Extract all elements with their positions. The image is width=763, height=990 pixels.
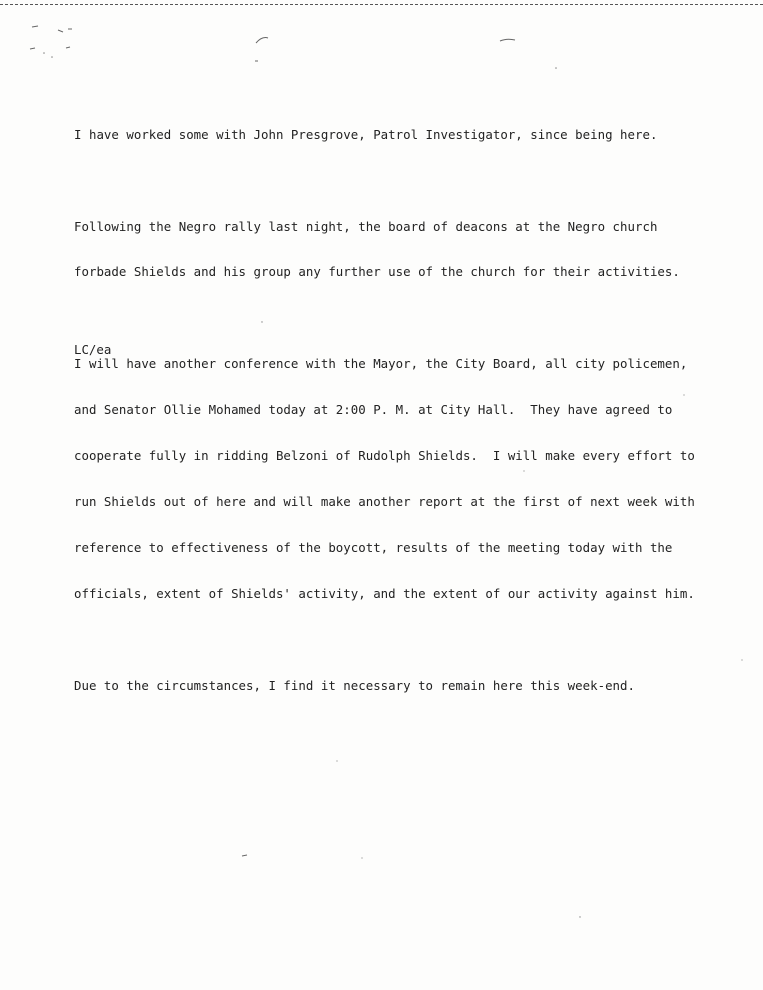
text-line: cooperate fully in ridding Belzoni of Rudolph Shields. I will make every effort to <box>74 448 695 464</box>
typist-initials: LC/ea <box>74 342 112 357</box>
paragraph-3 <box>74 326 734 632</box>
paragraph-1 <box>74 96 734 172</box>
text-line: reference to effectiveness of the boycott, results of the meeting today with the <box>74 540 673 556</box>
text-line: I will have another conference with the Mayor, the City Board, all city policemen, <box>74 356 688 372</box>
text-line: Following the Negro rally last night, the board of deacons at the Negro church <box>74 218 658 234</box>
text-line: Due to the circumstances, I find it necessary to remain here this week-end. <box>74 677 635 693</box>
text-line: officials, extent of Shields' activity, and the extent of our activity against him. <box>74 585 695 601</box>
memo-body <box>74 96 734 739</box>
text-line: forbade Shields and his group any further use of the church for their activities. <box>74 264 680 280</box>
paragraph-4 <box>74 647 734 723</box>
paragraph-2 <box>74 188 734 310</box>
text-line: run Shields out of here and will make another report at the first of next week with <box>74 494 695 510</box>
text-line: I have worked some with John Presgrove, Patrol Investigator, since being here. <box>74 126 658 142</box>
text-line: and Senator Ollie Mohamed today at 2:00 P. M. at City Hall. They have agreed to <box>74 402 673 418</box>
